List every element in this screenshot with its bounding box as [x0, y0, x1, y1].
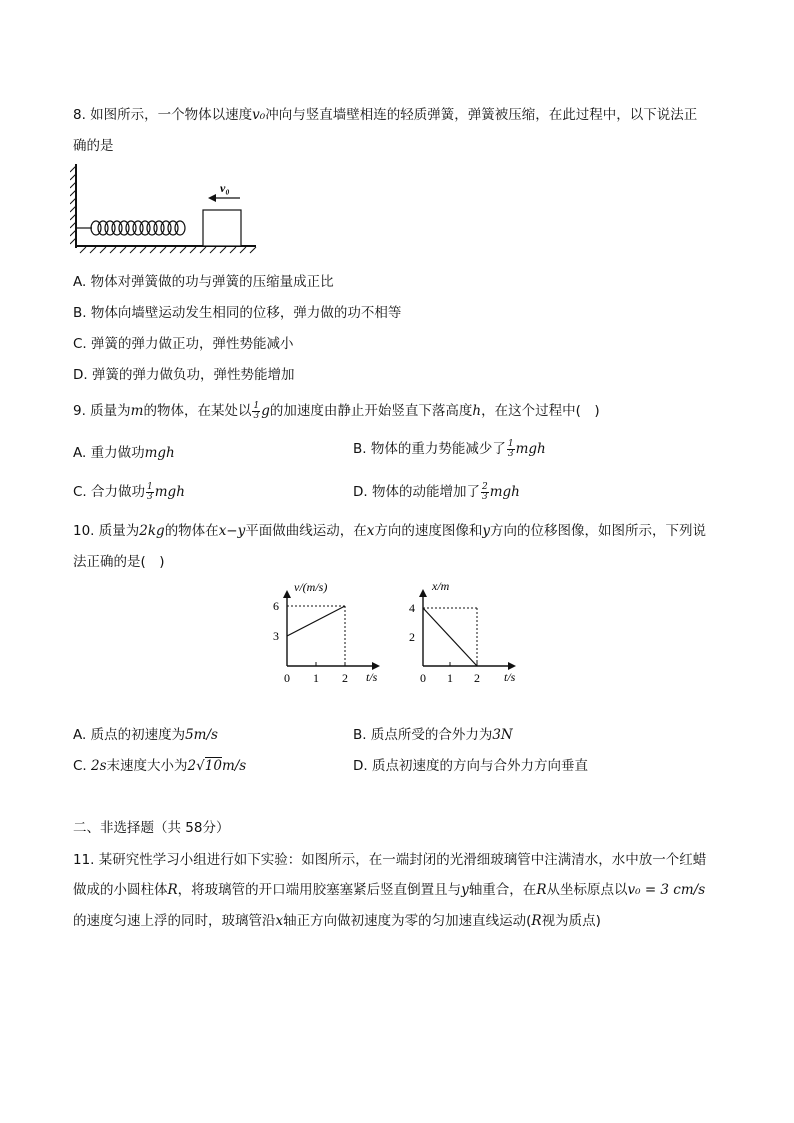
- q10-stem-c: 平面做曲线运动，在: [245, 523, 367, 539]
- v-chart-x-axis-label: t/s: [366, 670, 378, 684]
- q9-option-b-num: 1: [507, 438, 514, 449]
- q8-option-c: C. 弹簧的弹力做正功，弹性势能减小: [73, 336, 294, 352]
- q9-option-d-num: 2: [481, 481, 488, 492]
- y-tick-label: 6: [273, 599, 279, 613]
- q9-fraction: [252, 402, 260, 421]
- x-chart-y-axis-arrow: [419, 589, 427, 597]
- q10-option-b-text: B. 质点所受的合外力为: [353, 727, 493, 743]
- q11-x: x: [275, 913, 284, 929]
- q10-option-c-coef: 2: [187, 758, 197, 774]
- q11-line3-b: 轴正方向做初速度为零的匀加速直线运动(: [283, 913, 532, 929]
- q9-stem-a: 9. 质量为: [73, 403, 131, 419]
- q11-line1: 11. 某研究性学习小组进行如下实验：如图所示，在一端封闭的光滑细玻璃管中注满清水，水中放一个红蜡: [73, 852, 707, 868]
- q9-option-a-math: mgh: [144, 445, 175, 461]
- q10-option-b-math: 3N: [492, 727, 513, 743]
- q10-option-b: [353, 723, 513, 743]
- q10-stem-line2: 法正确的是( ): [73, 554, 165, 570]
- q9-option-b-fraction: [507, 440, 515, 459]
- q9-stem-d: ，在这个过程中( ): [481, 403, 600, 419]
- q11-line3-a: 的速度匀速上浮的同时，玻璃管沿: [73, 913, 276, 929]
- v-chart-y-axis-label: v/(m/s): [294, 580, 328, 594]
- x-tick-label: 1: [447, 671, 453, 685]
- x-chart-y-axis-label: x/m: [432, 579, 450, 593]
- x-tick-label: 0: [420, 671, 426, 685]
- q10-option-a-text: A. 质点的初速度为: [73, 727, 186, 743]
- q9-option-b-den: 3: [507, 448, 514, 459]
- q10-plane: x−y: [218, 523, 246, 539]
- q9-option-a-text: A. 重力做功: [73, 445, 145, 461]
- q9-option-d-den: 3: [481, 491, 488, 502]
- q9-option-d-text: D. 物体的动能增加了: [353, 484, 480, 500]
- q9-option-c-math: mgh: [154, 484, 185, 500]
- q8-option-d: D. 弹簧的弹力做负功，弹性势能增加: [73, 367, 295, 383]
- q10-stem-b: 的物体在: [164, 523, 219, 539]
- q9-option-a: [73, 441, 175, 461]
- q9-option-c-den: 3: [147, 491, 153, 502]
- q9-option-c-num: 1: [147, 481, 153, 492]
- q9-option-c: [73, 480, 185, 502]
- q9-option-d-fraction: [481, 483, 489, 502]
- q10-mass: 2kg: [139, 523, 165, 539]
- q10-option-c-radicand: 10: [204, 758, 222, 774]
- q10-option-d: D. 质点初速度的方向与合外力方向垂直: [353, 758, 588, 774]
- q11-R-3: R: [531, 913, 542, 929]
- q9-option-c-fraction: [146, 483, 154, 502]
- q11-v0-eq: v₀ = 3 cm/s: [627, 882, 706, 898]
- q11-line2-d: 从坐标原点以: [546, 882, 628, 898]
- x-tick-label: 2: [474, 671, 480, 685]
- section-2-title: 二、非选择题（共 58分）: [73, 820, 230, 836]
- q10-y: y: [482, 523, 491, 539]
- q9-option-b-text: B. 物体的重力势能减少了: [353, 441, 506, 457]
- x-chart-series-line: [423, 608, 477, 666]
- floor-hatching: [80, 247, 256, 253]
- y-tick-label: 3: [273, 629, 279, 643]
- q10-option-c-prefix: C.: [73, 758, 92, 774]
- x-chart-x-axis-arrow: [508, 662, 516, 670]
- q11-line3: [73, 909, 601, 929]
- q10-option-c-unit: m/s: [221, 758, 247, 774]
- q9-frac-den: 3: [253, 410, 260, 421]
- q9-frac-num: 1: [253, 400, 260, 411]
- q10-stem-line1: [73, 519, 706, 539]
- q9-option-c-text: C. 合力做功: [73, 484, 146, 500]
- q8-v0: v₀: [252, 107, 266, 123]
- q9-stem: [73, 399, 600, 421]
- x-tick-label: 0: [284, 671, 290, 685]
- spring: [77, 221, 185, 235]
- q8-stem-line1: [73, 103, 697, 123]
- q8-stem-a: 8. 如图所示，一个物体以速度: [73, 107, 253, 123]
- y-tick-label: 2: [409, 630, 415, 644]
- q11-R-2: R: [536, 882, 547, 898]
- q10-stem-e: 方向的位移图像，如图所示，下列说: [490, 523, 707, 539]
- q8-option-b: B. 物体向墙壁运动发生相同的位移，弹力做的功不相等: [73, 305, 402, 321]
- q11-line3-c: 视为质点): [541, 913, 601, 929]
- spring-block-figure: [70, 158, 260, 258]
- y-tick-label: 4: [409, 601, 415, 615]
- q11-R: R: [167, 882, 178, 898]
- q10-option-a: [73, 723, 218, 743]
- q11-line2-b: ，将玻璃管的开口端用胶塞塞紧后竖直倒置且与: [177, 882, 462, 898]
- velocity-arrow-head: [208, 194, 216, 202]
- q10-option-c-time: 2s: [91, 758, 107, 774]
- displacement-time-chart: [400, 577, 525, 692]
- q9-option-b-math: mgh: [515, 441, 546, 457]
- q9-option-b: [353, 437, 546, 459]
- q9-g: g: [261, 403, 270, 419]
- block: [203, 210, 241, 246]
- q8-stem-b: 冲向与竖直墙壁相连的轻质弹簧，弹簧被压缩，在此过程中，以下说法正: [265, 107, 698, 123]
- q10-option-c: [73, 754, 246, 774]
- q11-line2: [73, 878, 705, 898]
- velocity-label: v₀: [220, 181, 230, 195]
- velocity-time-chart: [262, 580, 387, 692]
- q10-option-a-math: 5m/s: [185, 727, 218, 743]
- q9-stem-c: 的加速度由静止开始竖直下落高度: [269, 403, 473, 419]
- v-chart-x-axis-arrow: [372, 662, 380, 670]
- q11-line2-c: 轴重合，在: [468, 882, 537, 898]
- q9-h: h: [472, 403, 482, 419]
- x-tick-label: 2: [342, 671, 348, 685]
- q9-m: m: [130, 403, 144, 419]
- q8-option-a: A. 物体对弹簧做的功与弹簧的压缩量成正比: [73, 274, 334, 290]
- q9-stem-b: 的物体，在某处以: [143, 403, 252, 419]
- v-chart-y-axis-arrow: [283, 590, 291, 598]
- q10-stem-a: 10. 质量为: [73, 523, 140, 539]
- q8-stem-line2: 确的是: [73, 138, 114, 154]
- x-chart-x-axis-label: t/s: [504, 670, 516, 684]
- q10-x: x: [366, 523, 375, 539]
- q11-line2-a: 做成的小圆柱体: [73, 882, 168, 898]
- v-chart-series-line: [287, 606, 345, 636]
- q9-option-d-math: mgh: [489, 484, 520, 500]
- q10-stem-d: 方向的速度图像和: [374, 523, 483, 539]
- sqrt-icon: √: [196, 758, 205, 774]
- q11-y: y: [461, 882, 469, 898]
- x-tick-label: 1: [313, 671, 319, 685]
- q9-option-d: [353, 480, 520, 502]
- q10-option-c-text: 末速度大小为: [106, 758, 188, 774]
